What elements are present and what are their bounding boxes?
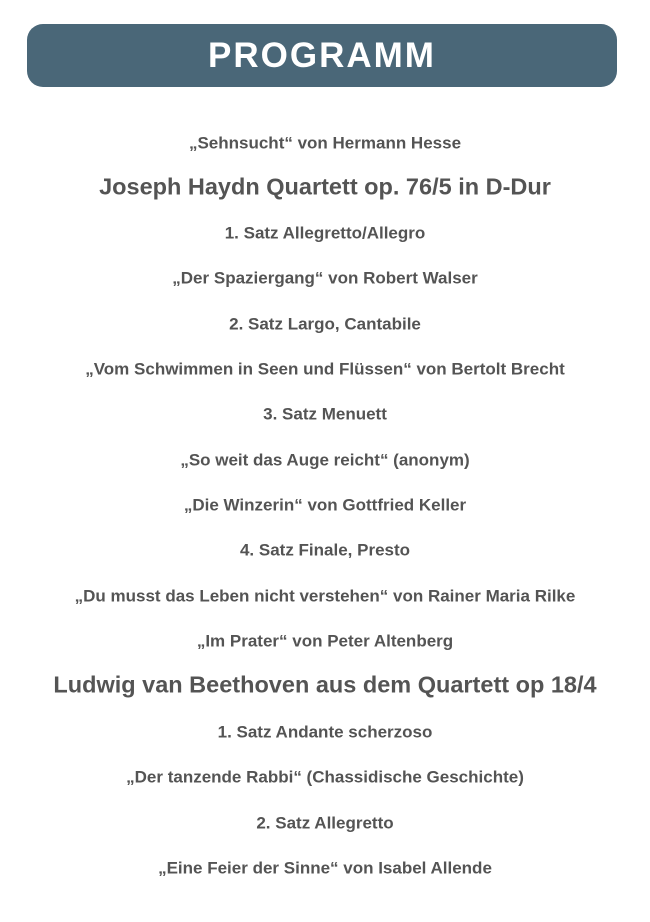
composer-heading: Joseph Haydn Quartett op. 76/5 in D-Dur — [99, 173, 551, 200]
movement-item: 2. Satz Largo, Cantabile — [229, 314, 421, 334]
reading-item: „Sehnsucht“ von Hermann Hesse — [188, 133, 462, 153]
movement-item: 2. Satz Allegretto — [256, 813, 394, 833]
movement-item: 3. Satz Menuett — [263, 404, 387, 424]
reading-item: „Vom Schwimmen in Seen und Flüssen“ von Bertolt Brecht — [85, 359, 565, 379]
page-title: PROGRAMM — [208, 36, 436, 75]
reading-item: „Die Winzerin“ von Gottfried Keller — [183, 495, 467, 515]
reading-item: „So weit das Auge reicht“ (anonym) — [180, 450, 470, 470]
reading-item: „Eine Feier der Sinne“ von Isabel Allende — [158, 858, 492, 878]
movement-item: 1. Satz Andante scherzoso — [217, 722, 433, 742]
reading-item: „Im Prater“ von Peter Altenberg — [196, 631, 454, 651]
composer-heading: Ludwig van Beethoven aus dem Quartett op 18/4 — [53, 671, 597, 698]
movement-item: 4. Satz Finale, Presto — [239, 540, 411, 560]
movement-item: 1. Satz Allegretto/Allegro — [224, 223, 426, 243]
reading-item: „Du musst das Leben nicht verstehen“ von Rainer Maria Rilke — [74, 586, 576, 606]
reading-item: „Der tanzende Rabbi“ (Chassidische Geschichte) — [126, 767, 524, 787]
reading-item: „Der Spaziergang“ von Robert Walser — [172, 268, 478, 288]
